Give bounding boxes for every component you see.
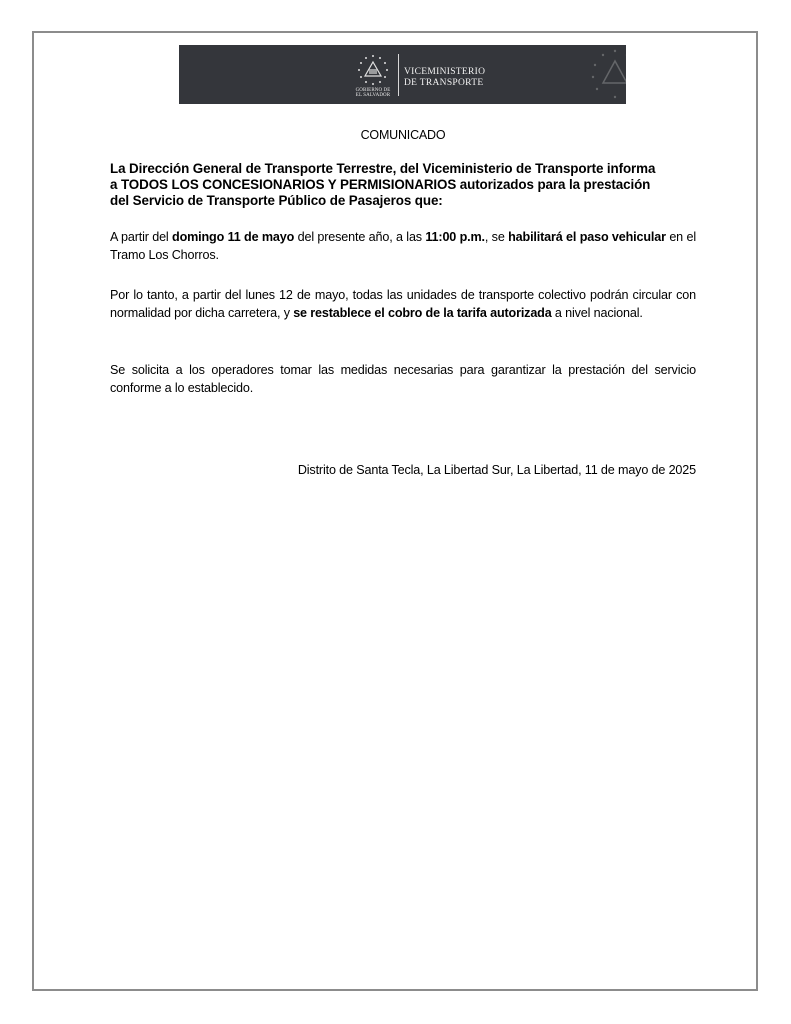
department-name-line2: DE TRANSPORTE [404,78,484,88]
paragraph-reopening: A partir del domingo 11 de mayo del presente año, a las 11:00 p.m., se habilitará el paso vehicular en el Tramo Los Chorros. [110,230,696,262]
signature-line: Distrito de Santa Tecla, La Libertad Sur, La Libertad, 11 de mayo de 2025 [297,463,696,477]
department-name-line1: VICEMINISTERIO [404,67,486,77]
seal-caption: GOBIERNO DE EL SALVADOR [355,88,391,98]
document-title: COMUNICADO [360,128,446,142]
header-divider [398,54,399,96]
department-name [404,67,485,89]
paragraph-operators: Se solicita a los operadores tomar las medidas necesarias para garantizar la prestación del servicio conforme a lo establecido. [110,363,696,395]
paragraph-fare: Por lo tanto, a partir del lunes 12 de mayo, todas las unidades de transporte colectivo podrán circular con normalidad por dicha carretera, y se restablece el cobro de la tarifa autorizada a nivel nacional. [110,288,696,320]
watermark-seal-icon [585,45,626,104]
intro-paragraph: La Dirección General de Transporte Terrestre, del Viceministerio de Transporte informa a TODOS LOS CONCESIONARIOS Y PERMISIONARIOS autorizados para la prestación del Servicio de Transporte Público de Pasajeros que: [110,161,656,208]
header-banner [179,45,626,104]
